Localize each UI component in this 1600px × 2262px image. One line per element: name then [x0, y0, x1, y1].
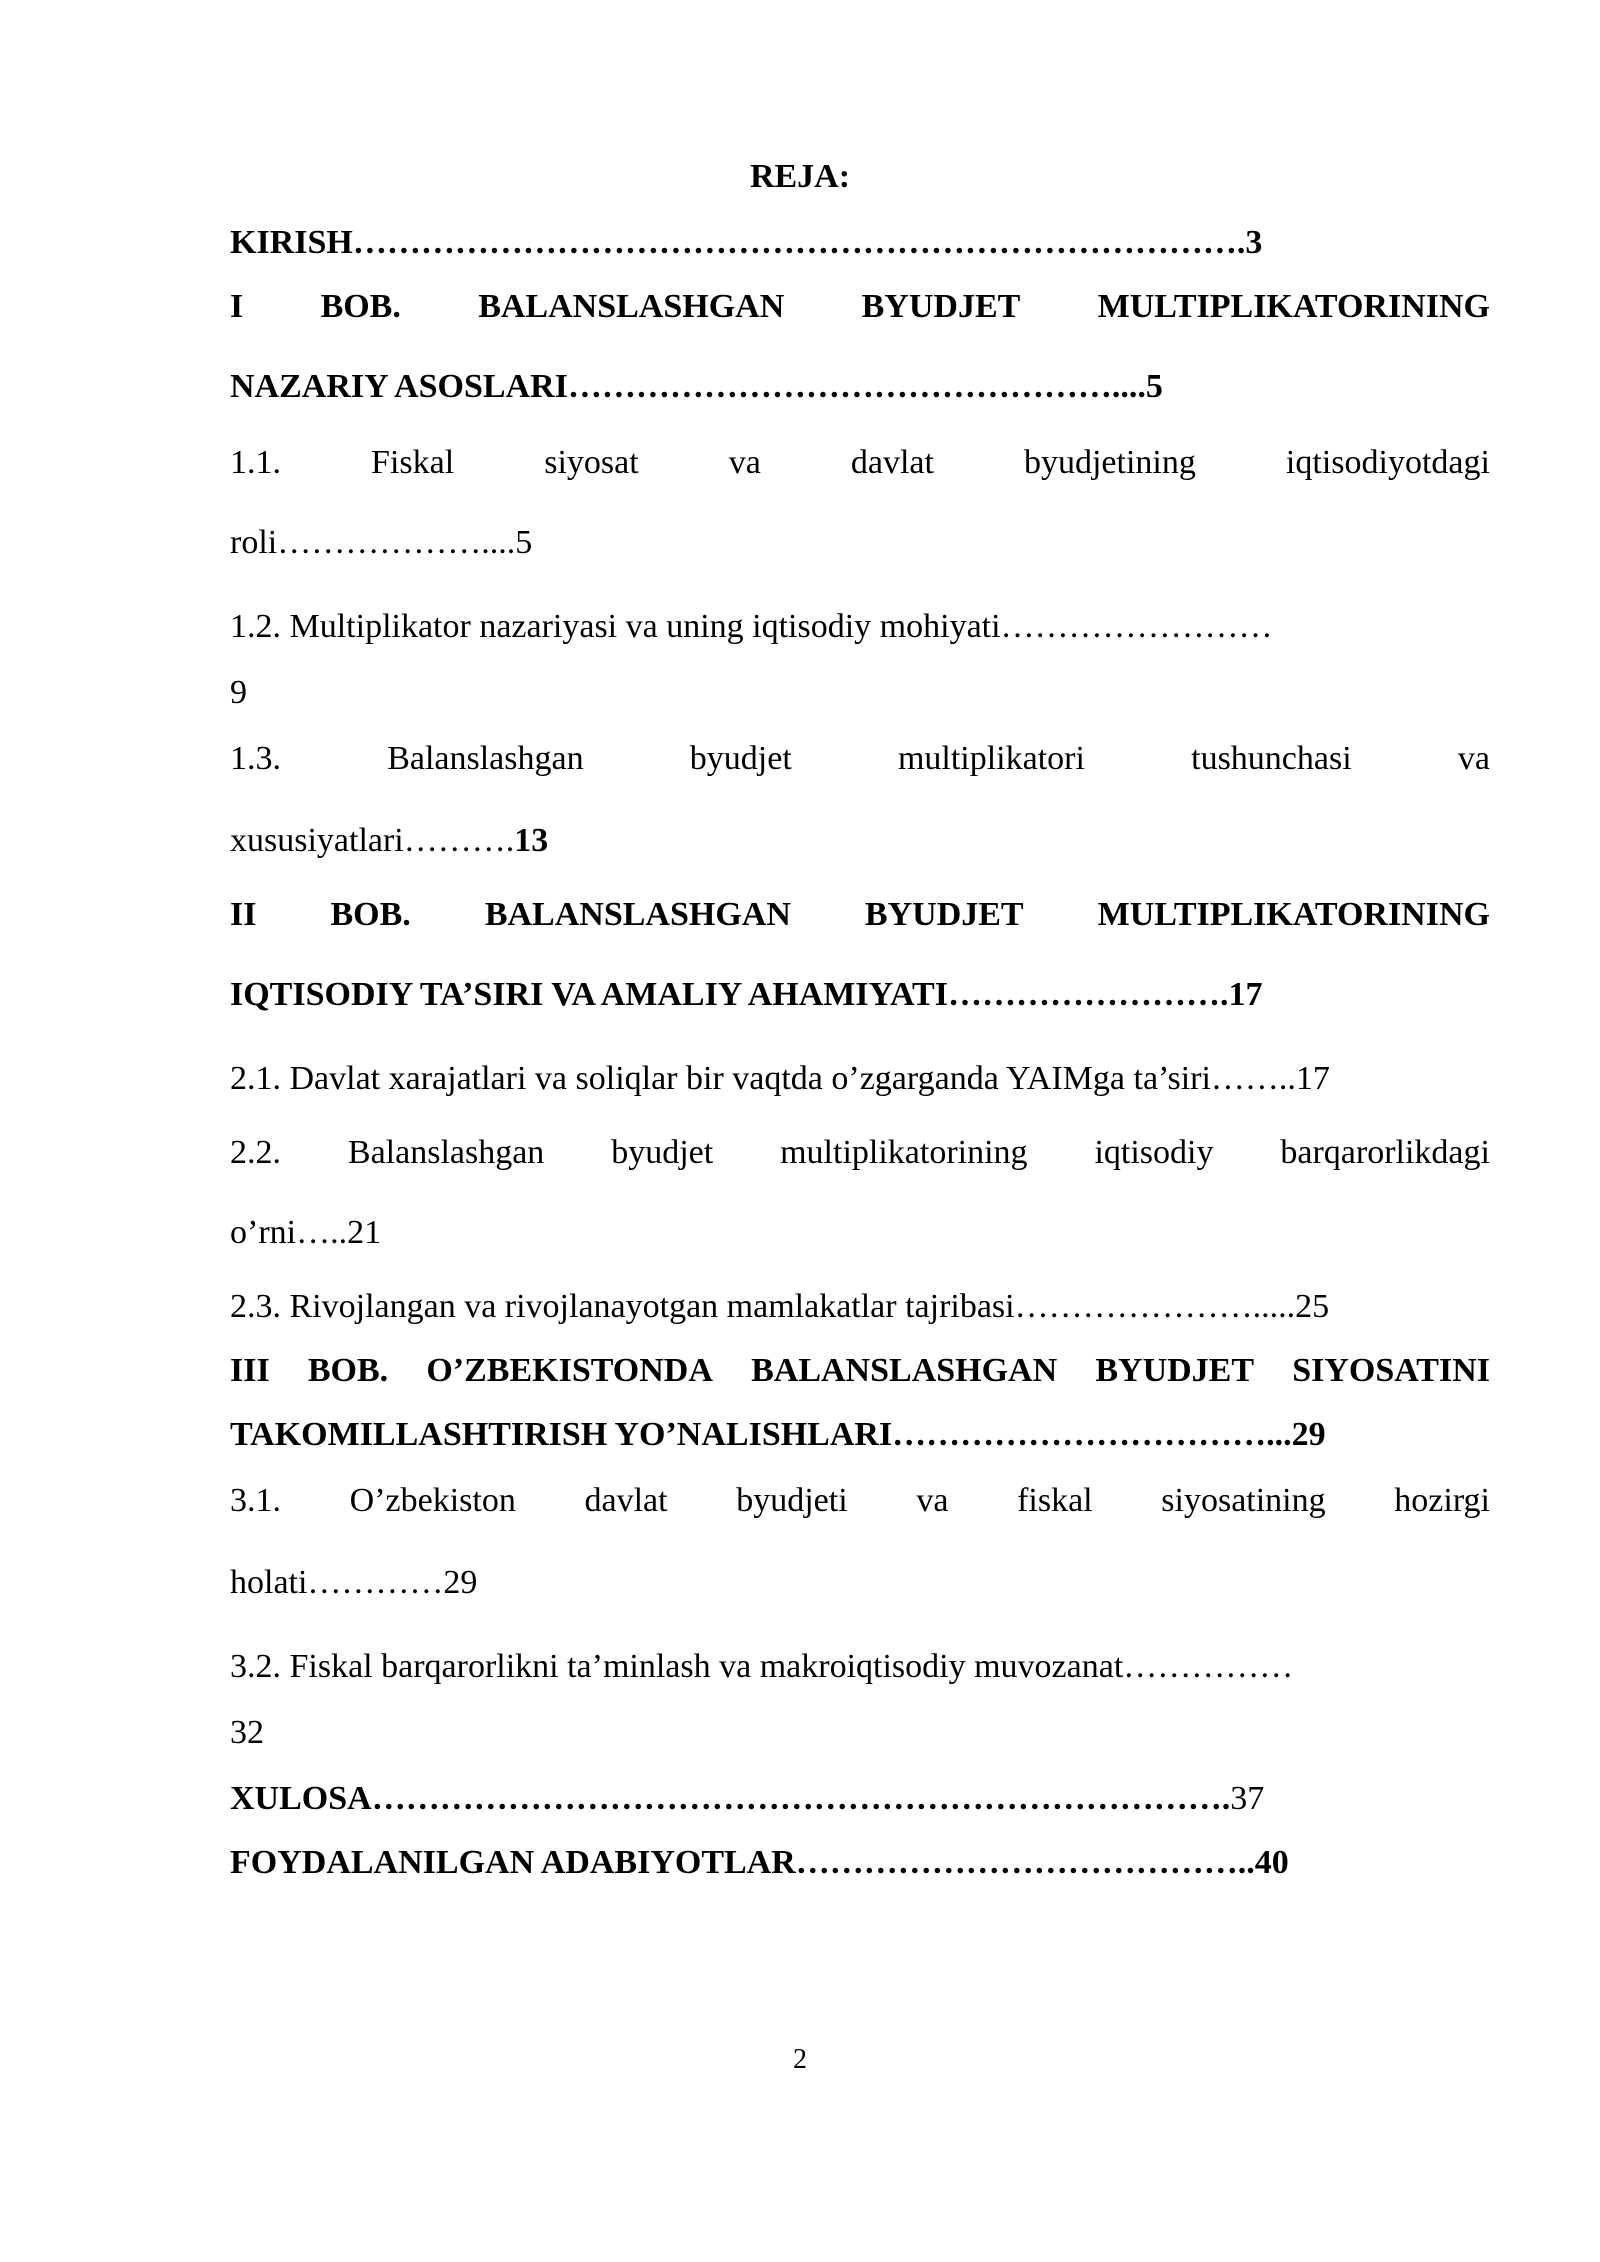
toc-word: BYUDJET — [861, 288, 1021, 325]
toc-word: multiplikatorining — [780, 1134, 1028, 1171]
toc-word: SIYOSATINI — [1292, 1352, 1490, 1389]
toc-word: III — [230, 1352, 270, 1389]
toc-section-3-1-continuation: holati…………29 — [230, 1564, 478, 1601]
toc-word: siyosat — [544, 444, 639, 481]
toc-chapter-3-heading — [230, 1348, 1490, 1394]
toc-word: byudjeti — [736, 1482, 848, 1519]
toc-word: hozirgi — [1394, 1482, 1490, 1519]
toc-entry-text: xususiyatlari………. — [230, 822, 515, 859]
toc-word: davlat — [850, 444, 934, 481]
toc-word: 1.3. — [230, 740, 281, 777]
toc-word: fiskal — [1017, 1482, 1093, 1519]
toc-word: BOB. — [320, 288, 401, 325]
toc-chapter-1-heading — [230, 284, 1490, 330]
toc-word: byudjet — [611, 1134, 714, 1171]
toc-word: va — [1457, 740, 1490, 777]
toc-word: I — [230, 288, 244, 325]
toc-section-1-1 — [230, 440, 1490, 486]
toc-word: BOB. — [307, 1352, 389, 1389]
toc-word: davlat — [584, 1482, 668, 1519]
toc-word: BOB. — [330, 896, 411, 933]
toc-section-1-3 — [230, 736, 1490, 782]
toc-chapter-2-heading — [230, 892, 1490, 938]
toc-word: Fiskal — [371, 444, 455, 481]
toc-word: byudjet — [689, 740, 792, 777]
toc-section-1-3-continuation — [230, 818, 1490, 864]
toc-word: O’zbekiston — [349, 1482, 516, 1519]
toc-word: 3.1. — [230, 1482, 281, 1519]
toc-word: va — [728, 444, 761, 481]
toc-section-3-2-page: 32 — [230, 1714, 264, 1751]
toc-word: tushunchasi — [1191, 740, 1352, 777]
toc-word: BALANSLASHGAN — [478, 288, 785, 325]
toc-entry-adabiyotlar: FOYDALANILGAN ADABIYOTLAR…………………………………..40 — [230, 1844, 1289, 1881]
toc-word: BYUDJET — [864, 896, 1024, 933]
page-number: 2 — [793, 2044, 807, 2075]
toc-word: siyosatining — [1161, 1482, 1326, 1519]
toc-chapter-3-continuation: TAKOMILLASHTIRISH YO’NALISHLARI……………………………...29 — [230, 1416, 1326, 1453]
toc-word: va — [916, 1482, 949, 1519]
toc-chapter-2-continuation: IQTISODIY TA’SIRI VA AMALIY AHAMIYATI…………………….17 — [230, 976, 1263, 1013]
toc-entry-text: XULOSA…………………………………………………………………. — [230, 1780, 1231, 1817]
toc-section-2-1: 2.1. Davlat xarajatlari va soliqlar bir vaqtda o’zgarganda YAIMga ta’siri……..17 — [230, 1060, 1330, 1097]
toc-chapter-1-continuation: NAZARIY ASOSLARI…………………………………………....5 — [230, 368, 1163, 405]
toc-word: byudjetining — [1023, 444, 1196, 481]
toc-word: Balanslashgan — [387, 740, 584, 777]
toc-section-2-2-continuation: o’rni…..21 — [230, 1214, 382, 1251]
toc-section-1-2: 1.2. Multiplikator nazariyasi va uning iqtisodiy mohiyati…………………… — [230, 608, 1273, 645]
toc-entry-kirish: KIRISH…………………………………………………………………….3 — [230, 224, 1263, 261]
toc-word: multiplikatori — [897, 740, 1085, 777]
toc-word: BALANSLASHGAN — [751, 1352, 1058, 1389]
toc-page-number: 13 — [514, 822, 549, 859]
toc-word: O’ZBEKISTONDA — [426, 1352, 713, 1389]
toc-word: 1.1. — [230, 444, 281, 481]
toc-word: Balanslashgan — [347, 1134, 545, 1171]
toc-word: BALANSLASHGAN — [484, 896, 791, 933]
toc-section-1-2-page: 9 — [230, 674, 247, 711]
toc-section-2-3: 2.3. Rivojlangan va rivojlanayotgan mamlakatlar tajribasi………………….....25 — [230, 1288, 1330, 1325]
toc-word: barqarorlikdagi — [1280, 1134, 1490, 1171]
toc-word: MULTIPLIKATORINING — [1097, 288, 1490, 325]
toc-word: 2.2. — [230, 1134, 281, 1171]
toc-word: iqtisodiyotdagi — [1285, 444, 1490, 481]
page-title: REJA: — [749, 158, 851, 195]
toc-section-1-1-continuation: roli………………....5 — [230, 524, 533, 561]
toc-section-2-2 — [230, 1130, 1490, 1176]
toc-word: iqtisodiy — [1094, 1134, 1214, 1171]
toc-section-3-1 — [230, 1478, 1490, 1524]
toc-section-3-2: 3.2. Fiskal barqarorlikni ta’minlash va makroiqtisodiy muvozanat…………… — [230, 1648, 1294, 1685]
toc-word: MULTIPLIKATORINING — [1097, 896, 1490, 933]
toc-entry-xulosa — [230, 1776, 1490, 1822]
toc-page-number: 37 — [1230, 1780, 1265, 1817]
toc-word: BYUDJET — [1095, 1352, 1255, 1389]
toc-word: II — [230, 896, 257, 933]
